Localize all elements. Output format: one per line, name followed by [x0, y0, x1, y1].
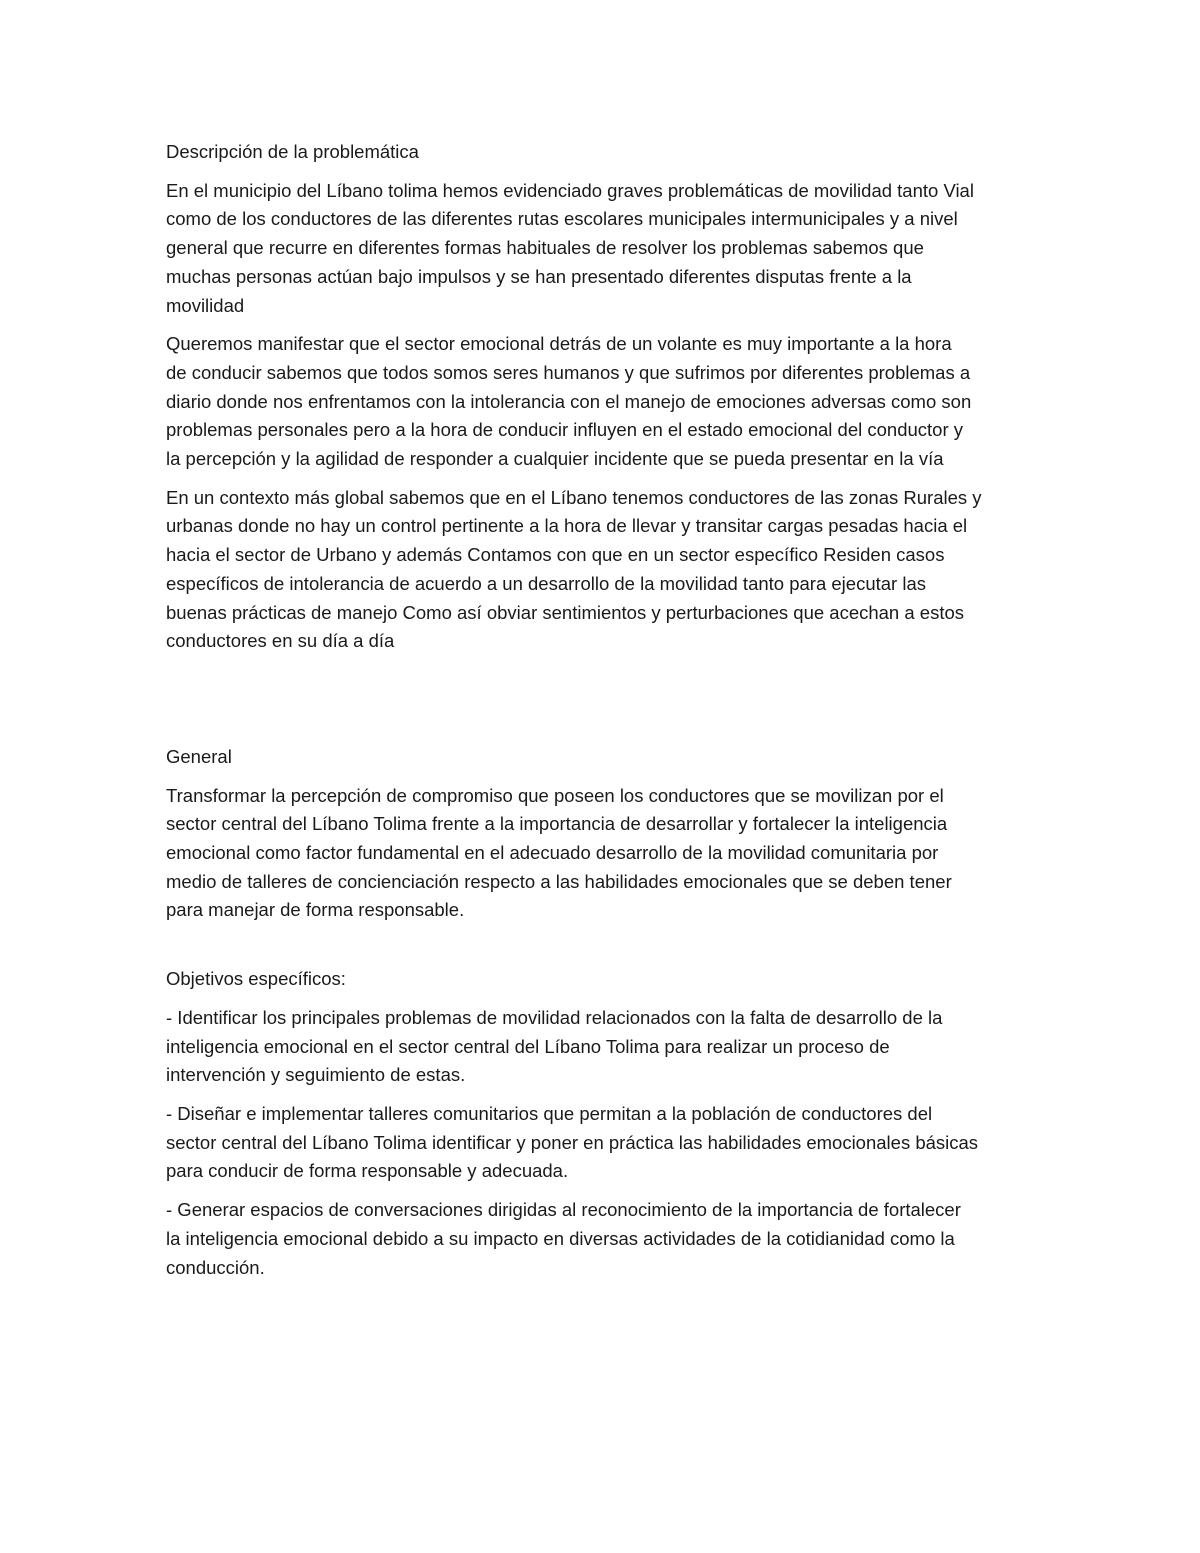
general-paragraph: Transformar la percepción de compromiso que poseen los conductores que se movilizan por el sector central del Líbano Tolima frente a la importancia de desarrollar y fortalecer la inteligencia emocional como factor fundamental en el adecuado desarrollo de la movilidad comunitaria por medio de talleres de concienciación respecto a las habilidades emocionales que se deben tener para manejar de forma responsable. [166, 784, 952, 921]
problem-paragraph-2: Queremos manifestar que el sector emocional detrás de un volante es muy importante a la hora de conducir sabemos que todos somos seres humanos y que sufrimos por diferentes problemas a diario donde nos enfrentamos con la intolerancia con el manejo de emociones adversas como son problemas personales pero a la hora de conducir influyen en el estado emocional del conductor y la percepción y la agilidad de responder a cualquier incidente que se pueda presentar en la vía [166, 333, 972, 470]
document-page [166, 138, 1046, 1292]
specific-objective-3: - Generar espacios de conversaciones dirigidas al reconocimiento de la importancia de fortalecer la inteligencia emocional debido a su impacto en diversas actividades de la cotidianidad como la conducción. [166, 1199, 961, 1278]
problem-heading: Descripción de la problemática [166, 141, 419, 162]
specific-objective-2: - Diseñar e implementar talleres comunitarios que permitan a la población de conductores del sector central del Líbano Tolima identificar y poner en práctica las habilidades emocionales básicas para conducir de forma responsable y adecuada. [166, 1102, 979, 1182]
specific-objective-1: - Identificar los principales problemas de movilidad relacionados con la falta de desarrollo de la inteligencia emocional en el sector central del Líbano Tolima para realizar un proceso de intervención y seguimiento de estas. [166, 1006, 943, 1086]
problem-paragraph-3: En un contexto más global sabemos que en el Líbano tenemos conductores de las zonas Rurales y urbanas donde no hay un control pertinente a la hora de llevar y transitar cargas pesadas hacia el hacia el sector de Urbano y además Contamos con que en un sector específico Residen casos específicos de intolerancia de acuerdo a un desarrollo de la movilidad tanto para ejecutar las buenas prácticas de manejo Como así obviar sentimientos y perturbaciones que acechan a estos conductores en su día a día [166, 486, 982, 652]
general-heading: General [166, 745, 232, 767]
specific-objectives-heading: Objetivos específicos: [166, 968, 346, 990]
problem-paragraph-1: En el municipio del Líbano tolima hemos evidenciado graves problemáticas de movilidad tanto Vial como de los conductores de las diferentes rutas escolares municipales intermunicipales y a nivel general que recurre en diferentes formas habituales de resolver los problemas sabemos que muchas personas actúan bajo impulsos y se han presentado diferentes disputas frente a la movilidad [166, 179, 974, 316]
